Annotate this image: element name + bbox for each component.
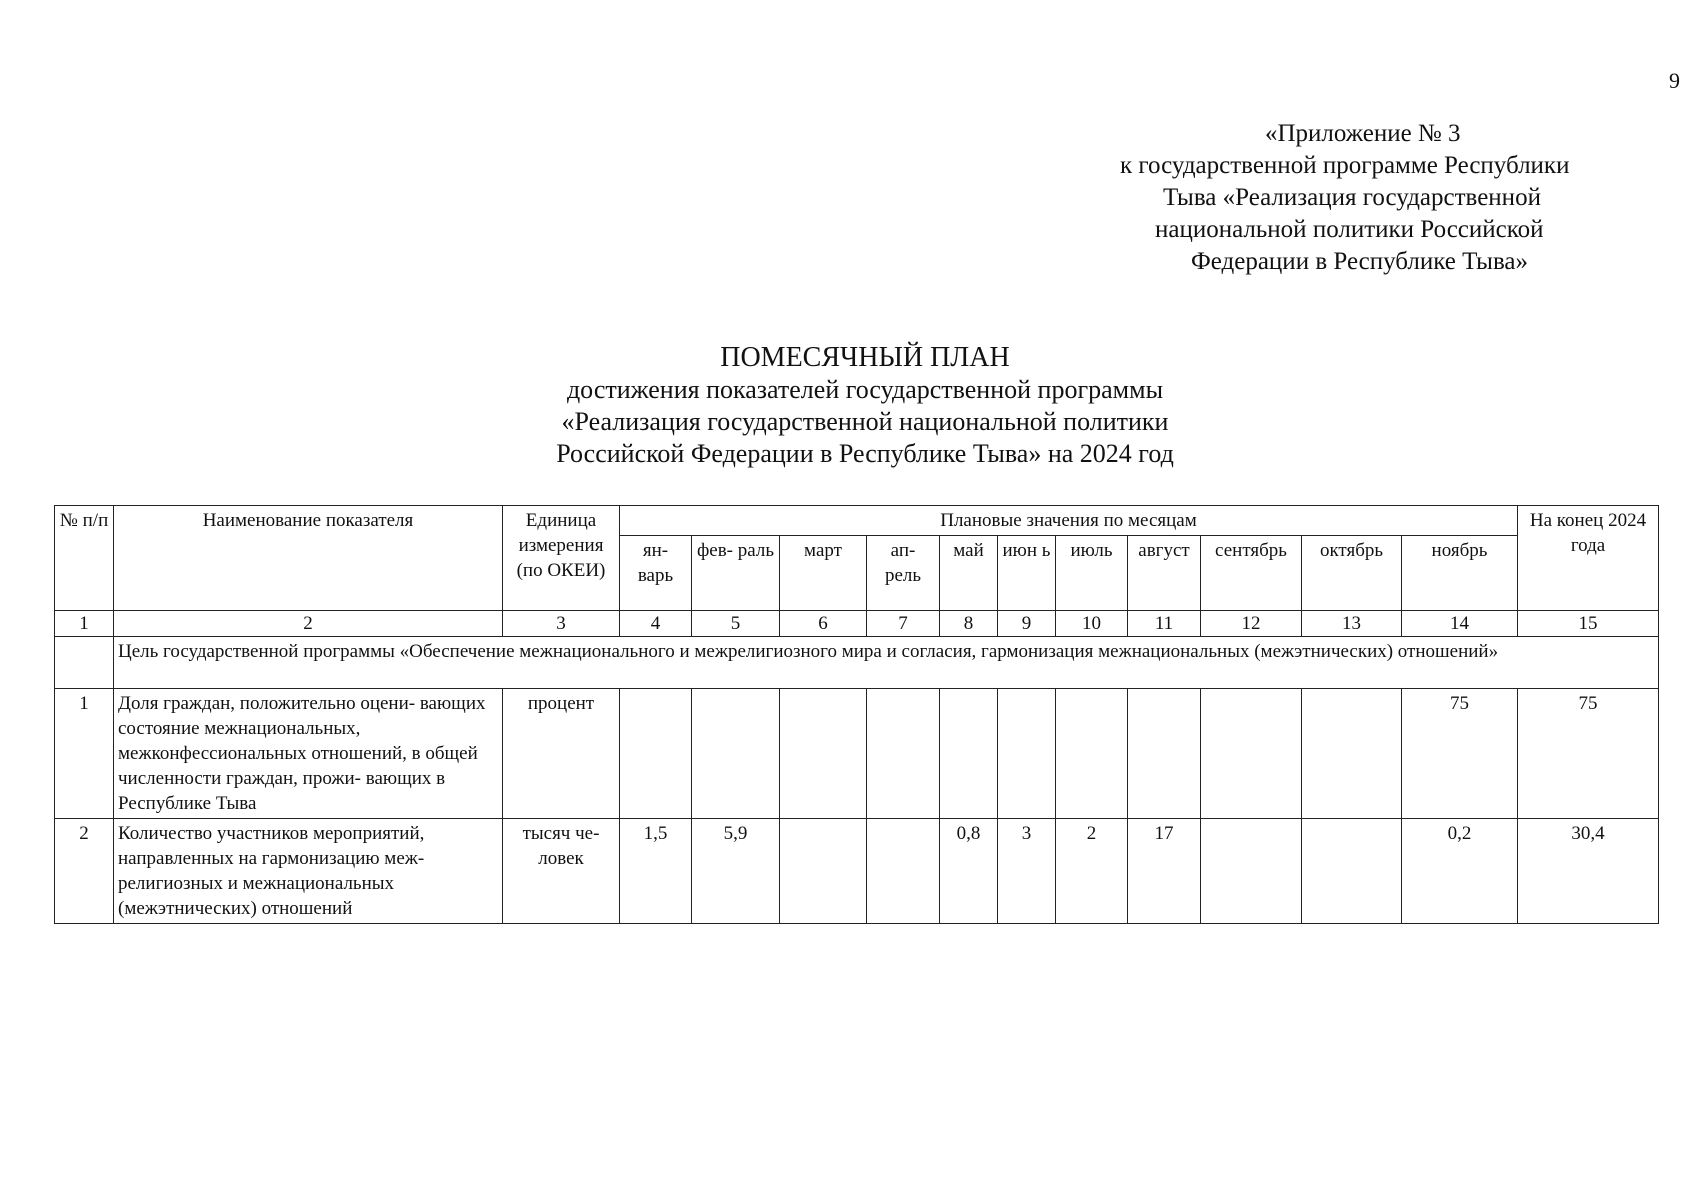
table-row: [55, 819, 1659, 924]
row-month-value: [867, 819, 940, 924]
header-end: На конец 2024 года: [1518, 506, 1659, 611]
row-month-value: [867, 689, 940, 819]
row-unit: тысяч че- ловек: [503, 819, 620, 924]
header-num: № п/п: [55, 506, 114, 611]
document-title: [420, 342, 1310, 470]
goal-row: [55, 637, 1659, 689]
row-month-value: [998, 689, 1056, 819]
appendix-line: Федерации в Республике Тыва»: [1191, 248, 1529, 275]
header-name: Наименование показателя: [114, 506, 503, 611]
row-month-value: [692, 689, 780, 819]
title-main: ПОМЕСЯЧНЫЙ ПЛАН: [720, 342, 1010, 373]
column-number: 6: [780, 611, 867, 637]
title-line: Российской Федерации в Республике Тыва» на 2024 год: [556, 439, 1174, 468]
column-number: 10: [1056, 611, 1128, 637]
page-number: 9: [1669, 68, 1680, 93]
appendix-line: национальной политики Российской: [1155, 216, 1544, 243]
column-number: 4: [620, 611, 692, 637]
column-number: 8: [940, 611, 998, 637]
column-number: 3: [503, 611, 620, 637]
row-month-value: [1056, 689, 1128, 819]
header-month: июн ь: [998, 536, 1056, 611]
header-month: ноябрь: [1402, 536, 1518, 611]
header-month: август: [1128, 536, 1201, 611]
header-month: ян- варь: [620, 536, 692, 611]
column-number: 11: [1128, 611, 1201, 637]
row-month-value: [620, 689, 692, 819]
row-num: 2: [55, 819, 114, 924]
row-month-value: [1302, 819, 1402, 924]
header-row: [55, 506, 1659, 536]
header-month: сентябрь: [1201, 536, 1302, 611]
plan-table: [54, 505, 1659, 924]
row-month-value: 3: [998, 819, 1056, 924]
column-number: 14: [1402, 611, 1518, 637]
row-month-value: [940, 689, 998, 819]
row-unit: процент: [503, 689, 620, 819]
column-number: 1: [55, 611, 114, 637]
row-month-value: [780, 819, 867, 924]
column-number: 15: [1518, 611, 1659, 637]
header-month: ап- рель: [867, 536, 940, 611]
column-number: 13: [1302, 611, 1402, 637]
row-num: 1: [55, 689, 114, 819]
row-month-value: [780, 689, 867, 819]
header-month: июль: [1056, 536, 1128, 611]
row-end-value: 30,4: [1518, 819, 1659, 924]
row-month-value: 5,9: [692, 819, 780, 924]
column-number: 12: [1201, 611, 1302, 637]
row-month-value: 75: [1402, 689, 1518, 819]
row-month-value: [1201, 819, 1302, 924]
column-number: 7: [867, 611, 940, 637]
header-month: октябрь: [1302, 536, 1402, 611]
header-month: фев- раль: [692, 536, 780, 611]
header-unit: Единица измерения (по ОКЕИ): [503, 506, 620, 611]
row-month-value: [1302, 689, 1402, 819]
appendix-line: к государственной программе Республики: [1120, 152, 1570, 179]
appendix-line: «Приложение № 3: [1265, 120, 1461, 147]
row-month-value: 1,5: [620, 819, 692, 924]
header-month: май: [940, 536, 998, 611]
goal-empty-cell: [55, 637, 114, 689]
row-month-value: [1201, 689, 1302, 819]
table-row: [55, 689, 1659, 819]
title-line: достижения показателей государственной программы: [566, 375, 1164, 404]
appendix-heading: [1080, 118, 1680, 278]
row-month-value: 0,8: [940, 819, 998, 924]
title-line: «Реализация государственной национальной политики: [561, 407, 1169, 436]
row-name: Количество участников мероприятий, направленных на гармонизацию меж- религиозных и межнациональных (межэтнических) отношений: [114, 819, 503, 924]
goal-text: Цель государственной программы «Обеспечение межнационального и межрелигиозного мира и согласия, гармонизация межнациональных (межэтнических) отношений»: [114, 637, 1659, 689]
row-month-value: 17: [1128, 819, 1201, 924]
row-month-value: 0,2: [1402, 819, 1518, 924]
column-number: 5: [692, 611, 780, 637]
header-plan: Плановые значения по месяцам: [620, 506, 1518, 536]
row-month-value: [1128, 689, 1201, 819]
row-end-value: 75: [1518, 689, 1659, 819]
column-number: 2: [114, 611, 503, 637]
appendix-line: Тыва «Реализация государственной: [1163, 184, 1541, 211]
column-number: 9: [998, 611, 1056, 637]
row-name: Доля граждан, положительно оцени- вающих состояние межнациональных, межконфессиональных отношений, в общей численности граждан, прожи- вающих в Республике Тыва: [114, 689, 503, 819]
column-number-row: [55, 611, 1659, 637]
row-month-value: 2: [1056, 819, 1128, 924]
header-month: март: [780, 536, 867, 611]
